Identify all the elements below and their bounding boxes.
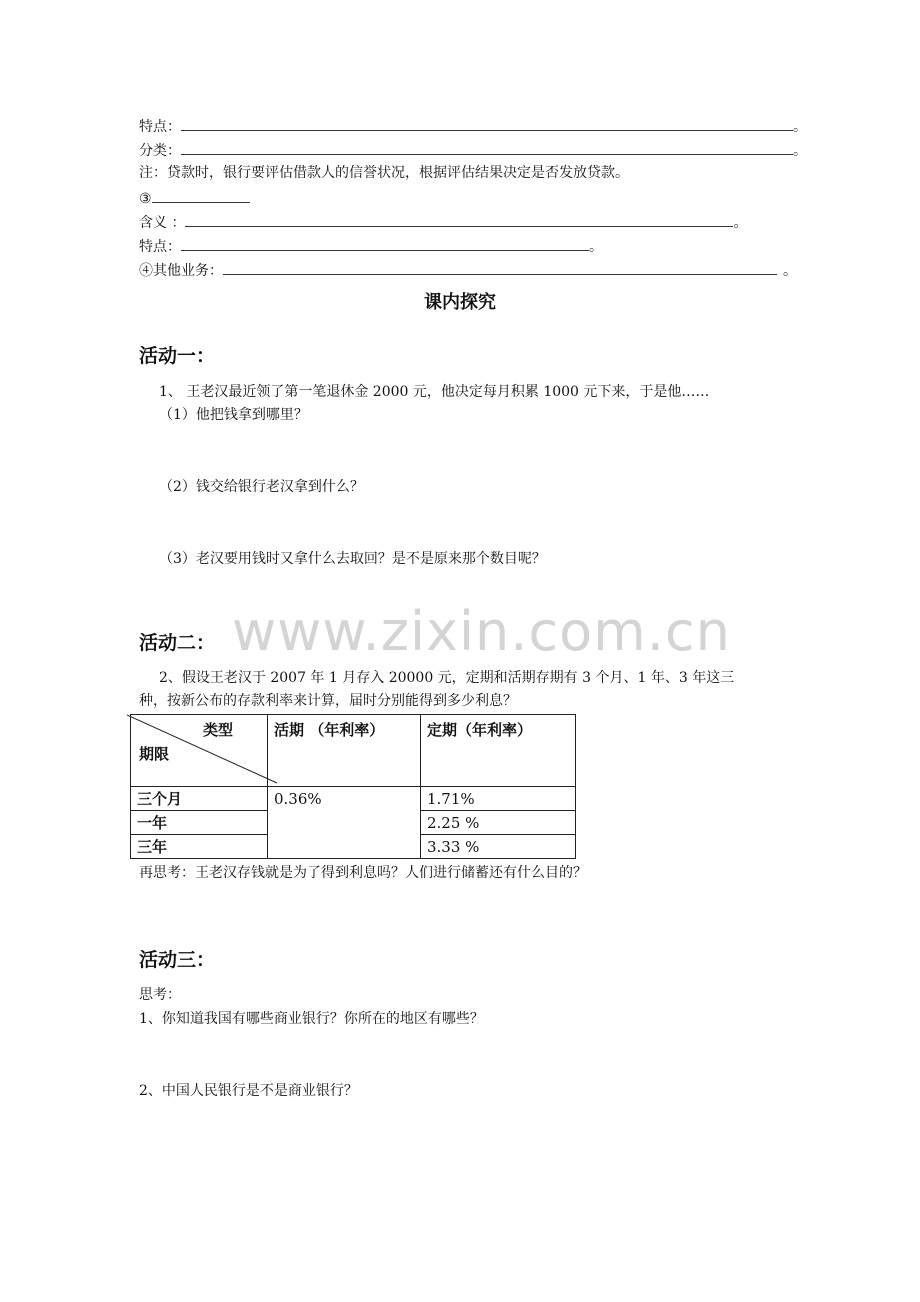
current-rate-cell: 0.36% xyxy=(268,787,421,859)
fixed-rate-cell: 1.71% xyxy=(421,787,576,811)
loan-note: 注：贷款时，银行要评估借款人的信誉状况，根据评估结果决定是否发放贷款。 xyxy=(139,165,629,181)
corner-term-label: 期限 xyxy=(139,745,170,763)
table-corner-cell xyxy=(131,715,268,787)
activity-2-heading: 活动二： xyxy=(139,632,216,654)
rethink-question: 再思考：王老汉存钱就是为了得到利息吗？人们进行储蓄还有什么目的？ xyxy=(139,865,587,881)
blank-item-3[interactable] xyxy=(152,188,250,203)
think-label: 思考： xyxy=(139,987,181,1003)
activity-1-question: 1、 王老汉最近领了第一笔退休金 2000 元，他决定每月积累 1000 元下来，于是他…… xyxy=(159,384,710,400)
meaning-label: 含义 ： xyxy=(139,215,186,231)
period: 。 xyxy=(793,119,807,135)
feature-line-2 xyxy=(139,236,603,256)
fixed-rate-cell: 2.25 % xyxy=(421,811,576,835)
corner-type-label: 类型 xyxy=(203,721,234,739)
activity-3-heading: 活动三： xyxy=(139,949,216,971)
header-current: 活期 （年利率） xyxy=(268,715,421,787)
header-fixed: 定期（年利率） xyxy=(421,715,576,787)
watermark: www.zixin.com.cn xyxy=(232,600,731,663)
classify-label: 分类： xyxy=(139,143,181,159)
term-cell: 一年 xyxy=(131,811,268,835)
interest-rate-table xyxy=(130,714,576,859)
blank-item-4[interactable] xyxy=(223,260,777,275)
blank-classify[interactable] xyxy=(181,140,793,155)
item-3-line xyxy=(139,188,250,208)
term-cell: 三年 xyxy=(131,835,268,859)
table-header-row xyxy=(131,715,576,787)
activity-1-sub-2: （2）钱交给银行老汉拿到什么？ xyxy=(159,479,364,495)
fixed-rate-cell: 3.33 % xyxy=(421,835,576,859)
activity-1-heading: 活动一： xyxy=(139,345,216,367)
activity-1-sub-1: （1）他把钱拿到哪里？ xyxy=(159,407,308,423)
activity-3-question-1: 1、你知道我国有哪些商业银行？你所在的地区有哪些？ xyxy=(139,1011,484,1027)
feature-line-1 xyxy=(139,116,807,136)
feature-label: 特点： xyxy=(139,119,181,135)
blank-feature[interactable] xyxy=(181,116,793,131)
activity-3-question-2: 2、中国人民银行是不是商业银行？ xyxy=(139,1083,358,1099)
section-title: 课内探究 xyxy=(424,292,496,313)
feature-label: 特点： xyxy=(139,239,181,255)
item-3-label: ③ xyxy=(139,191,152,207)
period: 。 xyxy=(733,215,748,231)
period: 。 xyxy=(783,263,797,279)
item-4-label: ④其他业务： xyxy=(139,263,223,279)
activity-1-sub-3: （3）老汉要用钱时又拿什么去取回？是不是原来那个数目呢？ xyxy=(159,551,546,567)
classify-line xyxy=(139,140,807,160)
table-row xyxy=(131,787,576,811)
meaning-line xyxy=(139,212,747,232)
blank-feature-2[interactable] xyxy=(181,236,589,251)
activity-2-question-line-2: 种，按新公布的存款利率来计算，届时分别能得到多少利息？ xyxy=(139,693,517,709)
period: 。 xyxy=(793,143,807,159)
period: 。 xyxy=(589,239,603,255)
term-cell: 三个月 xyxy=(131,787,268,811)
blank-meaning[interactable] xyxy=(185,212,733,227)
item-4-line xyxy=(139,260,797,280)
activity-2-question-line-1: 2、假设王老汉于 2007 年 1 月存入 20000 元，定期和活期存期有 3 个月、1 年、3 年这三 xyxy=(159,670,735,686)
